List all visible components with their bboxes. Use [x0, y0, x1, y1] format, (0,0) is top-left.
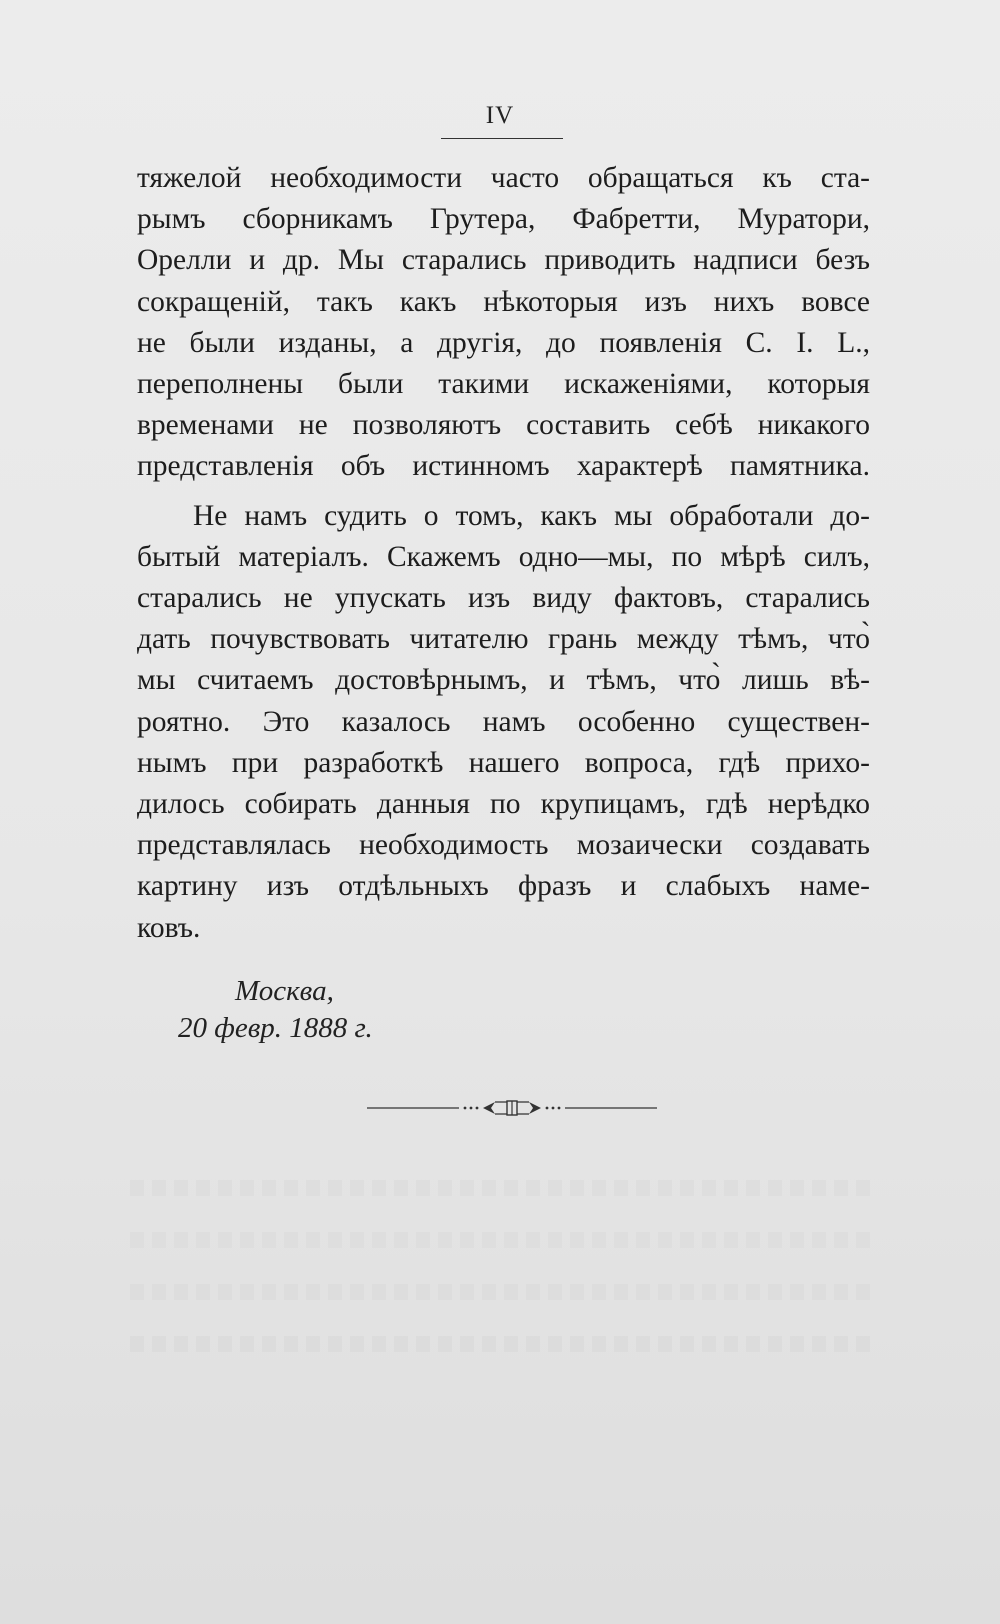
signature-date: 20 февр. 1888 г.: [178, 1012, 373, 1044]
show-through-shadow: [130, 1180, 870, 1196]
text-line: нымъ при разработкѣ нашего вопроса, гдѣ прихо-: [137, 746, 870, 779]
signature-city: Москва,: [235, 975, 334, 1007]
text-line: старались не упускать изъ виду фактовъ, старались: [137, 582, 870, 615]
text-line: мы считаемъ достовѣрнымъ, и тѣмъ, что̀ лишь вѣ-: [137, 664, 870, 697]
paragraph-1: [137, 158, 870, 488]
text-line: представлялась необходимость мозаически создавать: [137, 829, 870, 862]
text-line: представленія объ истинномъ характерѣ памятника.: [137, 450, 870, 483]
text-line: тяжелой необходимости часто обращаться къ ста-: [137, 162, 870, 194]
text-line: роятно. Это казалось намъ особенно существен-: [137, 705, 870, 738]
text-line: ковъ.: [137, 911, 201, 944]
show-through-shadow: [130, 1232, 870, 1248]
ornament-divider: [367, 1098, 657, 1118]
text-line: Не намъ судить о томъ, какъ мы обработали до-: [193, 499, 870, 532]
text-line: дилось собирать данныя по крупицамъ, гдѣ нерѣдко: [137, 788, 870, 821]
text-line: сокращеній, такъ какъ нѣкоторыя изъ нихъ вовсе: [137, 285, 870, 318]
text-line: Орелли и др. Мы старались приводить надписи безъ: [137, 244, 870, 277]
body-text: [137, 158, 870, 949]
page-number: IV: [485, 102, 515, 129]
show-through-shadow: [130, 1336, 870, 1352]
text-line: рымъ сборникамъ Грутера, Фабретти, Муратори,: [137, 203, 870, 236]
text-line: бытый матеріалъ. Скажемъ одно—мы, по мѣрѣ силъ,: [137, 540, 870, 573]
header-rule: [441, 138, 563, 139]
text-line: картину изъ отдѣльныхъ фразъ и слабыхъ наме-: [137, 870, 870, 903]
text-line: временами не позволяютъ составить себѣ никакого: [137, 409, 870, 442]
paragraph-2: [137, 496, 870, 949]
show-through-shadow: [130, 1284, 870, 1300]
text-line: переполнены были такими искаженіями, которыя: [137, 368, 870, 401]
text-line: не были изданы, а другія, до появленія С. I. L.,: [137, 326, 870, 359]
text-line: дать почувствовать читателю грань между тѣмъ, что̀: [137, 623, 870, 656]
